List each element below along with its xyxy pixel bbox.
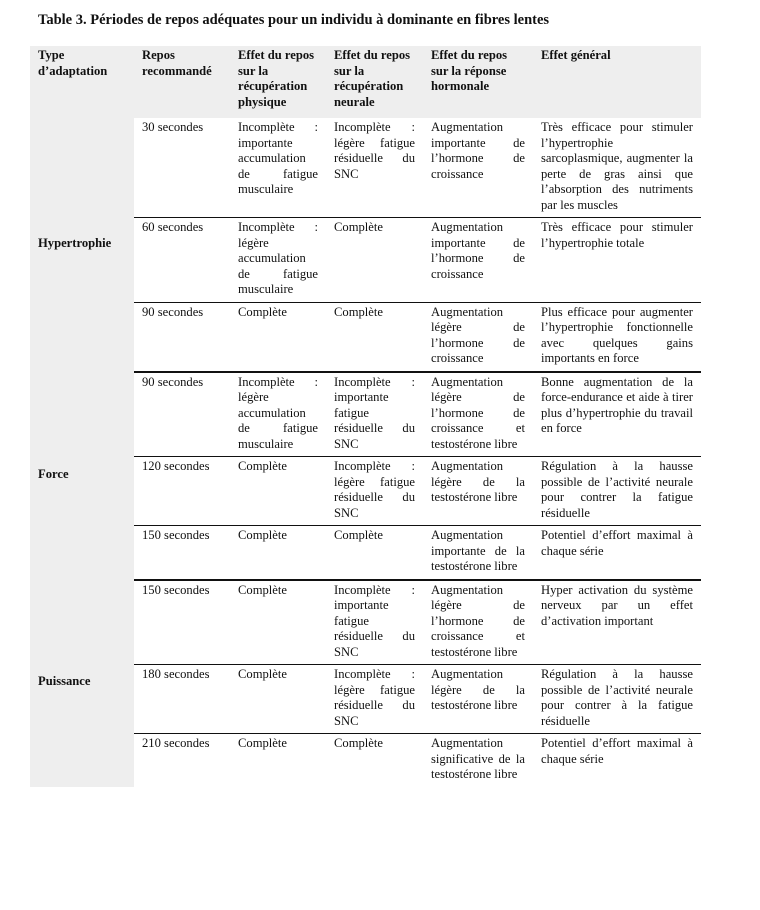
hormonal-cell: Augmentation légère de l’hormone de croissance et testostérone libre xyxy=(423,372,533,457)
rest-cell: 60 secondes xyxy=(134,218,230,303)
hormonal-cell: Augmentation importante de l’hormone de croissance xyxy=(431,120,525,181)
hormonal-cell: Augmentation légère de la testostérone libre xyxy=(423,665,533,734)
header-general: Effet général xyxy=(533,46,701,118)
neural-cell: Incomplète : importante fatigue résiduelle du SNC xyxy=(326,372,423,457)
rest-cell: 150 secondes xyxy=(134,580,230,665)
table-body xyxy=(30,118,701,787)
neural-cell: Complète xyxy=(326,526,423,580)
hormonal-cell: Augmentation importante de l’hormone de croissance xyxy=(423,218,533,303)
adaptation-type-cell: Force xyxy=(30,372,134,580)
rest-cell: 90 secondes xyxy=(134,302,230,372)
physical-cell: Complète xyxy=(230,302,326,372)
general-cell: Bonne augmentation de la force-endurance et aide à tirer plus d’hypertrophie du travail en force xyxy=(533,372,701,457)
neural-cell: Incomplète : importante fatigue résiduelle du SNC xyxy=(326,580,423,665)
physical-cell: Complète xyxy=(230,457,326,526)
rest-cell: 30 secondes xyxy=(142,120,204,134)
hormonal-cell: Augmentation importante de la testostérone libre xyxy=(423,526,533,580)
table-row xyxy=(30,118,701,218)
header-rest: Repos recommandé xyxy=(134,46,230,118)
rest-cell: 120 secondes xyxy=(134,457,230,526)
table-row xyxy=(30,372,701,457)
table-row xyxy=(30,580,701,665)
physical-cell: Complète xyxy=(230,734,326,787)
general-cell: Régulation à la hausse possible de l’activité neurale pour contrer à la fatigue résiduelle xyxy=(533,665,701,734)
neural-cell: Complète xyxy=(326,218,423,303)
general-cell: Hyper activation du système nerveux par un effet d’activation important xyxy=(533,580,701,665)
hormonal-cell: Augmentation légère de la testostérone libre xyxy=(423,457,533,526)
general-cell: Potentiel d’effort maximal à chaque série xyxy=(533,734,701,787)
physical-cell: Complète xyxy=(230,526,326,580)
header-type: Type d’adaptation xyxy=(30,46,134,118)
rest-periods-table xyxy=(30,46,701,787)
neural-cell: Incomplète : légère fatigue résiduelle du SNC xyxy=(326,665,423,734)
neural-cell: Incomplète : légère fatigue résiduelle du SNC xyxy=(334,120,415,181)
adaptation-type-cell: Hypertrophie xyxy=(30,118,134,372)
header-hormonal: Effet du repos sur la réponse hormonale xyxy=(423,46,533,118)
hormonal-cell: Augmentation légère de l’hormone de croissance et testostérone libre xyxy=(423,580,533,665)
physical-cell: Complète xyxy=(230,665,326,734)
rest-cell: 150 secondes xyxy=(134,526,230,580)
header-neural: Effet du repos sur la récupération neurale xyxy=(326,46,423,118)
general-cell: Potentiel d’effort maximal à chaque série xyxy=(533,526,701,580)
physical-cell: Incomplète : importante accumulation de fatigue musculaire xyxy=(238,120,318,196)
adaptation-type-cell: Puissance xyxy=(30,580,134,787)
physical-cell: Incomplète : légère accumulation de fatigue musculaire xyxy=(230,218,326,303)
general-cell: Plus efficace pour augmenter l’hypertrophie fonctionnelle avec quelques gains importants en force xyxy=(533,302,701,372)
physical-cell: Incomplète : légère accumulation de fatigue musculaire xyxy=(230,372,326,457)
rest-cell: 180 secondes xyxy=(134,665,230,734)
physical-cell: Complète xyxy=(230,580,326,665)
table-caption: Table 3. Périodes de repos adéquates pour un individu à dominante en fibres lentes xyxy=(38,12,550,28)
hormonal-cell: Augmentation significative de la testostérone libre xyxy=(423,734,533,787)
header-physical: Effet du repos sur la récupération physique xyxy=(230,46,326,118)
general-cell: Très efficace pour stimuler l’hypertrophie totale xyxy=(533,218,701,303)
general-cell: Régulation à la hausse possible de l’activité neurale pour contrer la fatigue résiduelle xyxy=(533,457,701,526)
neural-cell: Complète xyxy=(326,302,423,372)
hormonal-cell: Augmentation légère de l’hormone de croissance xyxy=(423,302,533,372)
general-cell: Très efficace pour stimuler l’hypertrophie sarcoplasmique, augmenter la perte de gras ainsi que l’absorption des nutriments par les muscles xyxy=(541,120,693,212)
neural-cell: Incomplète : légère fatigue résiduelle du SNC xyxy=(326,457,423,526)
rest-cell: 210 secondes xyxy=(134,734,230,787)
neural-cell: Complète xyxy=(326,734,423,787)
rest-cell: 90 secondes xyxy=(134,372,230,457)
header-row xyxy=(30,46,701,118)
